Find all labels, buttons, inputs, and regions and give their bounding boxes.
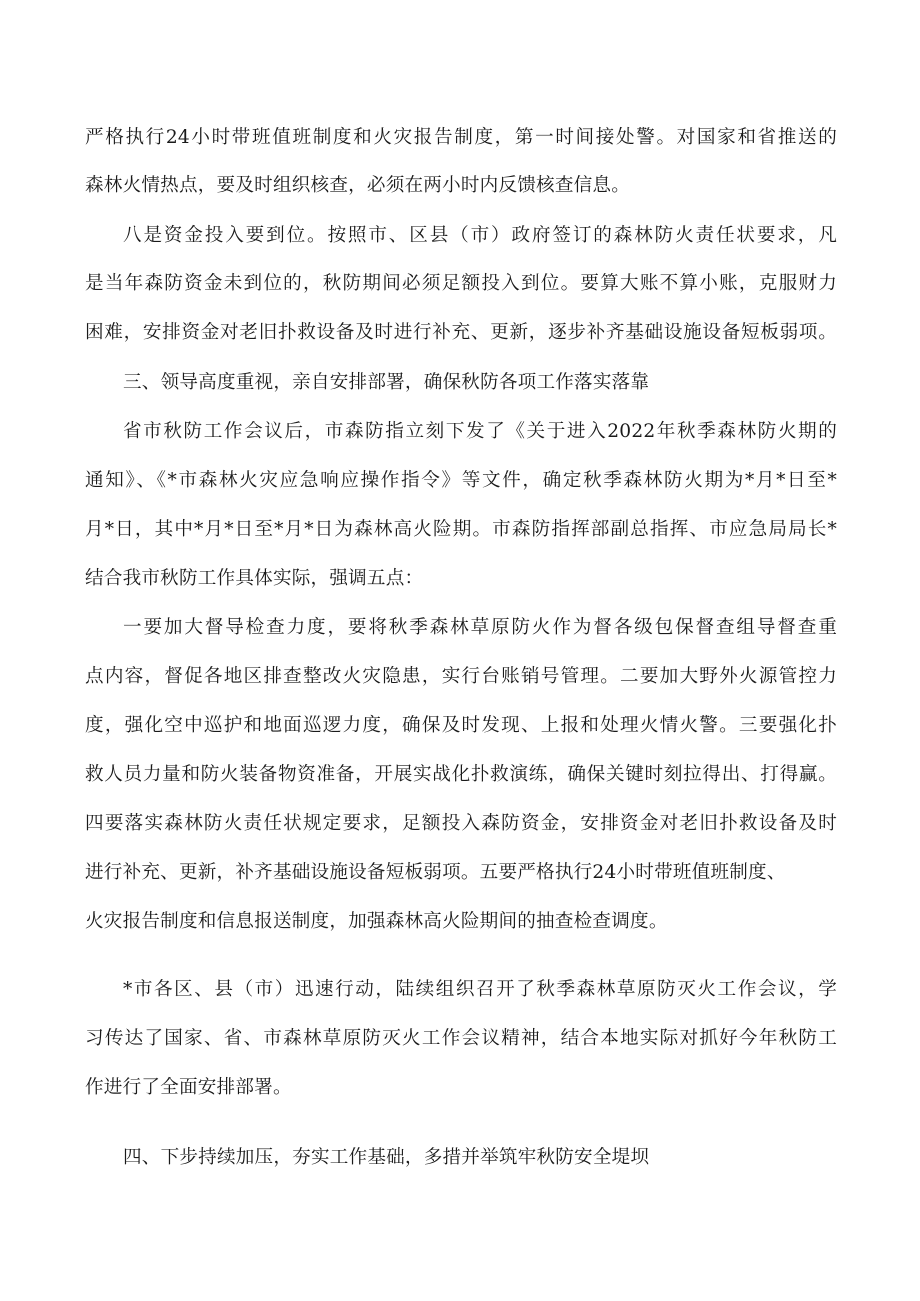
text-line: 一要加大督导检查力度，要将秋季森林草原防火作为督各级包保督查组导督查重 [123, 617, 837, 638]
text-line: *市各区、县（市）迅速行动，陆续组织召开了秋季森林草原防灭火工作会议，学 [123, 979, 837, 1000]
text-line: 困难，安排资金对老旧扑救设备及时进行补充、更新，逐步补齐基础设施设备短板弱项。 [85, 322, 837, 343]
section-heading: 四、下步持续加压，夯实工作基础，多措并举筑牢秋防安全堤坝 [123, 1147, 650, 1168]
section-heading: 三、领导高度重视，亲自安排部署，确保秋防各项工作落实落靠 [123, 372, 650, 393]
text-line: 是当年森防资金未到位的，秋防期间必须足额投入到位。要算大账不算小账，克服财力 [85, 273, 837, 294]
text-line: 度，强化空中巡护和地面巡逻力度，确保及时发现、上报和处理火情火警。三要强化扑 [85, 715, 837, 736]
text-line: 四要落实森林防火责任状规定要求，足额投入森防资金，安排资金对老旧扑救设备及时 [85, 813, 837, 834]
text-line: 习传达了国家、省、市森林草原防灭火工作会议精神，结合本地实际对抓好今年秋防工 [85, 1028, 837, 1049]
text-line: 火灾报告制度和信息报送制度，加强森林高火险期间的抽查检查调度。 [85, 911, 668, 932]
text-line: 省市秋防工作会议后，市森防指立刻下发了《关于进入2022年秋季森林防火期的 [123, 421, 837, 442]
text-line: 通知》、《*市森林火灾应急响应操作指令》等文件，确定秋季森林防火期为*月*日至* [85, 470, 837, 491]
text-line: 森林火情热点，要及时组织核查，必须在两小时内反馈核查信息。 [85, 175, 631, 196]
text-line: 救人员力量和防火装备物资准备，开展实战化扑救演练，确保关键时刻拉得出、打得赢。 [85, 764, 837, 785]
text-line: 月*日，其中*月*日至*月*日为森林高火险期。市森防指挥部副总指挥、市应急局局长* [85, 519, 837, 540]
text-line: 作进行了全面安排部署。 [85, 1077, 292, 1098]
text-line: 严格执行24小时带班值班制度和火灾报告制度，第一时间接处警。对国家和省推送的 [85, 127, 837, 148]
text-line: 进行补充、更新，补齐基础设施设备短板弱项。五要严格执行24小时带班值班制度、 [85, 862, 786, 883]
text-line: 结合我市秋防工作具体实际，强调五点： [85, 568, 424, 589]
text-line: 点内容，督促各地区排查整改火灾隐患，实行台账销号管理。二要加大野外火源管控力 [85, 666, 837, 687]
text-line: 八是资金投入要到位。按照市、区县（市）政府签订的森林防火责任状要求，凡 [123, 225, 837, 246]
